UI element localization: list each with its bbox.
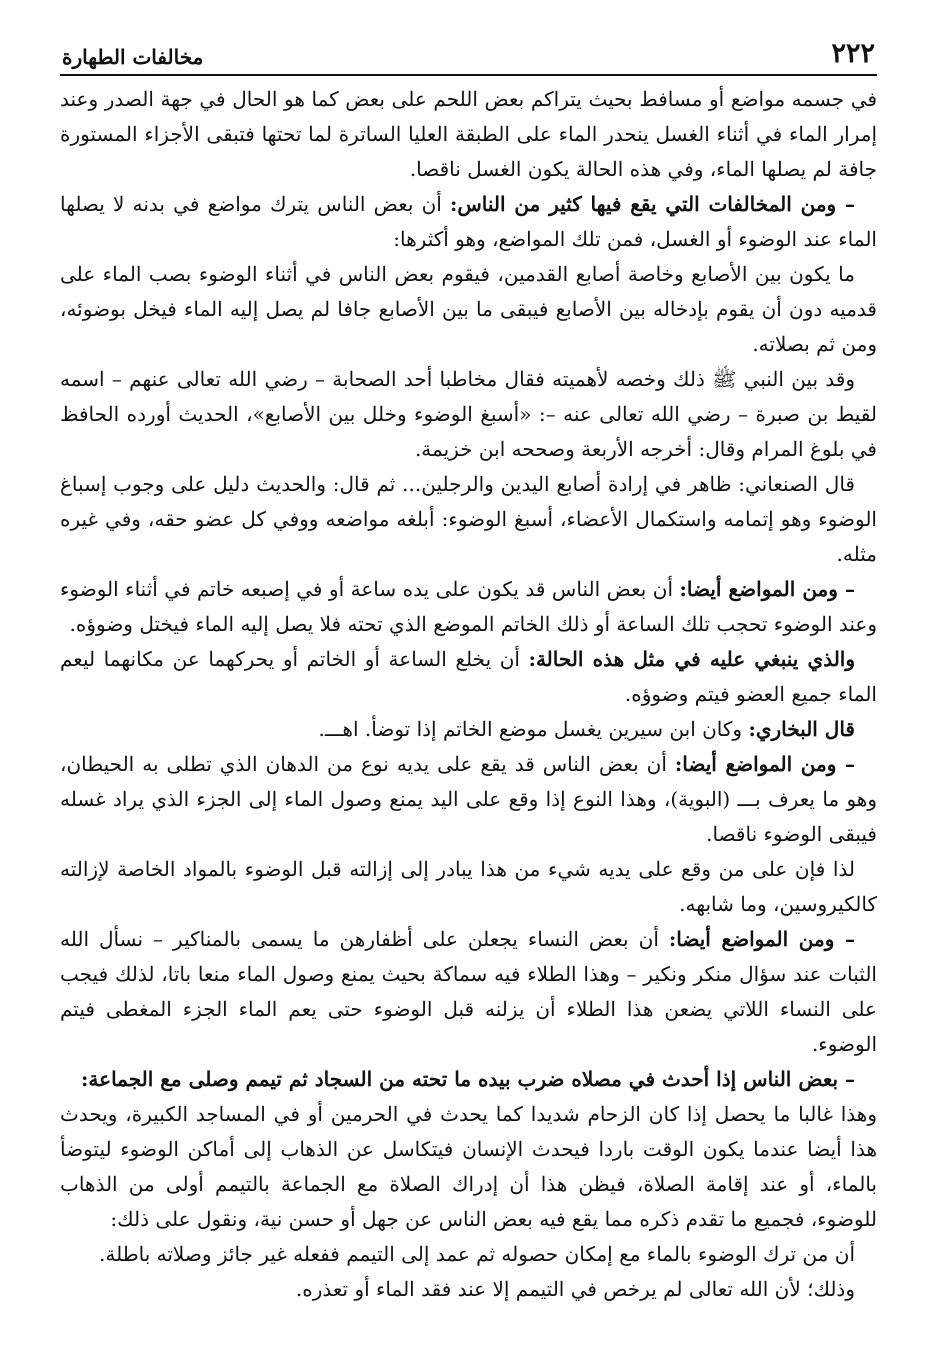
page-header	[60, 38, 877, 76]
running-title: مخالفات الطهارة	[62, 45, 204, 69]
paragraph-heading: – ومن المخالفات التي يقع فيها كثير من الناس:	[450, 192, 855, 216]
paragraph-text: وهذا غالبا ما يحصل إذا كان الزحام شديدا كما يحدث في الحرمين أو في المساجد الكبيرة، ويحدث هذا أيضا عندما يكون الوقت باردا فيحدث الإنسان فيتكاسل عن الذهاب إلى أماكن الوضوء ليتوضأ بالماء، أو عند إقامة الصلاة، فيظن هذا أن إدراك الصلاة مع الجماعة بالتيمم أولى من الذهاب للوضوء، فجميع ما تقدم ذكره مما يقع فيه بعض الناس عن جهل أو حسن نية، ونقول على ذلك:	[60, 1102, 877, 1231]
paragraph-text: ما يكون بين الأصابع وخاصة أصابع القدمين، فيقوم بعض الناس في أثناء الوضوء بصب الماء على قدميه دون أن يقوم بإدخاله بين الأصابع فيبقى ما بين الأصابع جافا لم يصل إليه الماء فيخل بوضوئه، ومن ثم بصلاته.	[60, 262, 877, 356]
page-body	[60, 82, 877, 1307]
paragraph	[60, 1097, 877, 1237]
paragraph	[60, 1062, 877, 1097]
paragraph	[60, 82, 877, 187]
paragraph	[60, 572, 877, 642]
page-number: ٢٢٢	[831, 38, 875, 69]
paragraph-text: أن بعض الناس يترك مواضع في بدنه لا يصلها الماء عند الوضوء أو الغسل، فمن تلك المواضع، وهو أكثرها:	[60, 192, 877, 251]
paragraph	[60, 1237, 877, 1272]
paragraph	[60, 467, 877, 572]
paragraph-text: وقد بين النبي ﷺ ذلك وخصه لأهميته فقال مخاطبا أحد الصحابة – رضي الله تعالى عنهم – اسمه لقيط بن صبرة – رضي الله تعالى عنه –: «أسبغ الوضوء وخلل بين الأصابع»، الحديث أورده الحافظ في بلوغ المرام وقال: أخرجه الأربعة وصححه ابن خزيمة.	[60, 367, 877, 461]
paragraph	[60, 362, 877, 467]
paragraph-text: وذلك؛ لأن الله تعالى لم يرخص في التيمم إلا عند فقد الماء أو تعذره.	[295, 1277, 855, 1301]
paragraph-heading: والذي ينبغي عليه في مثل هذه الحالة:	[528, 647, 855, 671]
paragraph-text: في جسمه مواضع أو مسافط بحيث يتراكم بعض اللحم على بعض كما هو الحال في جهة الصدر وعند إمرار الماء في أثناء الغسل ينحدر الماء على الطبقة العليا الساترة لما تحتها فتبقى الأجزاء المستورة جافة لم يصلها الماء، وفي هذه الحالة يكون الغسل ناقصا.	[60, 87, 878, 181]
paragraph	[60, 642, 877, 712]
paragraph-heading: – ومن المواضع أيضا:	[679, 577, 855, 601]
paragraph-text: وكان ابن سيرين يغسل موضع الخاتم إذا توضأ. اهـــ.	[318, 717, 749, 741]
paragraph-text: أن بعض الناس قد يكون على يده ساعة أو في إصبعه خاتم في أثناء الوضوء وعند الوضوء تحجب تلك الساعة أو ذلك الخاتم الموضع الذي تحته فلا يصل إليه الماء فيختل وضوؤه.	[60, 577, 877, 636]
paragraph-text: أن يخلع الساعة أو الخاتم أو يحركهما عن مكانهما ليعم الماء جميع العضو فيتم وضوؤه.	[60, 647, 877, 706]
paragraph	[60, 257, 877, 362]
paragraph-text: أن من ترك الوضوء بالماء مع إمكان حصوله ثم عمد إلى التيمم ففعله غير جائز وصلاته باطلة.	[99, 1242, 855, 1266]
paragraph-text: لذا فإن على من وقع على يديه شيء من هذا يبادر إلى إزالته قبل الوضوء بالمواد الخاصة لإزالته كالكيروسين، وما شابهه.	[60, 857, 877, 916]
paragraph-heading: – ومن المواضع أيضا:	[668, 927, 855, 951]
paragraph	[60, 1272, 877, 1307]
paragraph	[60, 187, 877, 257]
paragraph-heading: قال البخاري:	[748, 717, 855, 741]
paragraph-text: أن بعض النساء يجعلن على أظفارهن ما يسمى بالمناكير – نسأل الله الثبات عند سؤال منكر ونكير – وهذا الطلاء فيه سماكة بحيث يمنع وصول الماء منعا باتا، لذلك فيجب على النساء اللاتي يضعن هذا الطلاء أن يزلنه قبل الوضوء حتى يعم الماء الجزء المغطى فيتم الوضوء.	[60, 927, 877, 1056]
paragraph	[60, 922, 877, 1062]
paragraph-heading: – ومن المواضع أيضا:	[674, 752, 855, 776]
paragraph	[60, 712, 877, 747]
paragraph-heading: – بعض الناس إذا أحدث في مصلاه ضرب بيده ما تحته من السجاد ثم تيمم وصلى مع الجماعة:	[81, 1067, 855, 1091]
paragraph-text: أن بعض الناس قد يقع على يديه نوع من الدهان الذي تطلى به الحيطان، وهو ما يعرف بـــ (البوية)، وهذا النوع إذا وقع على اليد يمنع وصول الماء إلى الجزء الذي يراد غسله فيبقى الوضوء ناقصا.	[60, 752, 877, 846]
paragraph	[60, 747, 877, 852]
paragraph	[60, 852, 877, 922]
paragraph-text: قال الصنعاني: ظاهر في إرادة أصابع اليدين والرجلين... ثم قال: والحديث دليل على وجوب إسباغ الوضوء وهو إتمامه واستكمال الأعضاء، أسبغ الوضوء: أبلغه مواضعه ووفي كل عضو حقه، وفي غيره مثله.	[60, 472, 877, 566]
